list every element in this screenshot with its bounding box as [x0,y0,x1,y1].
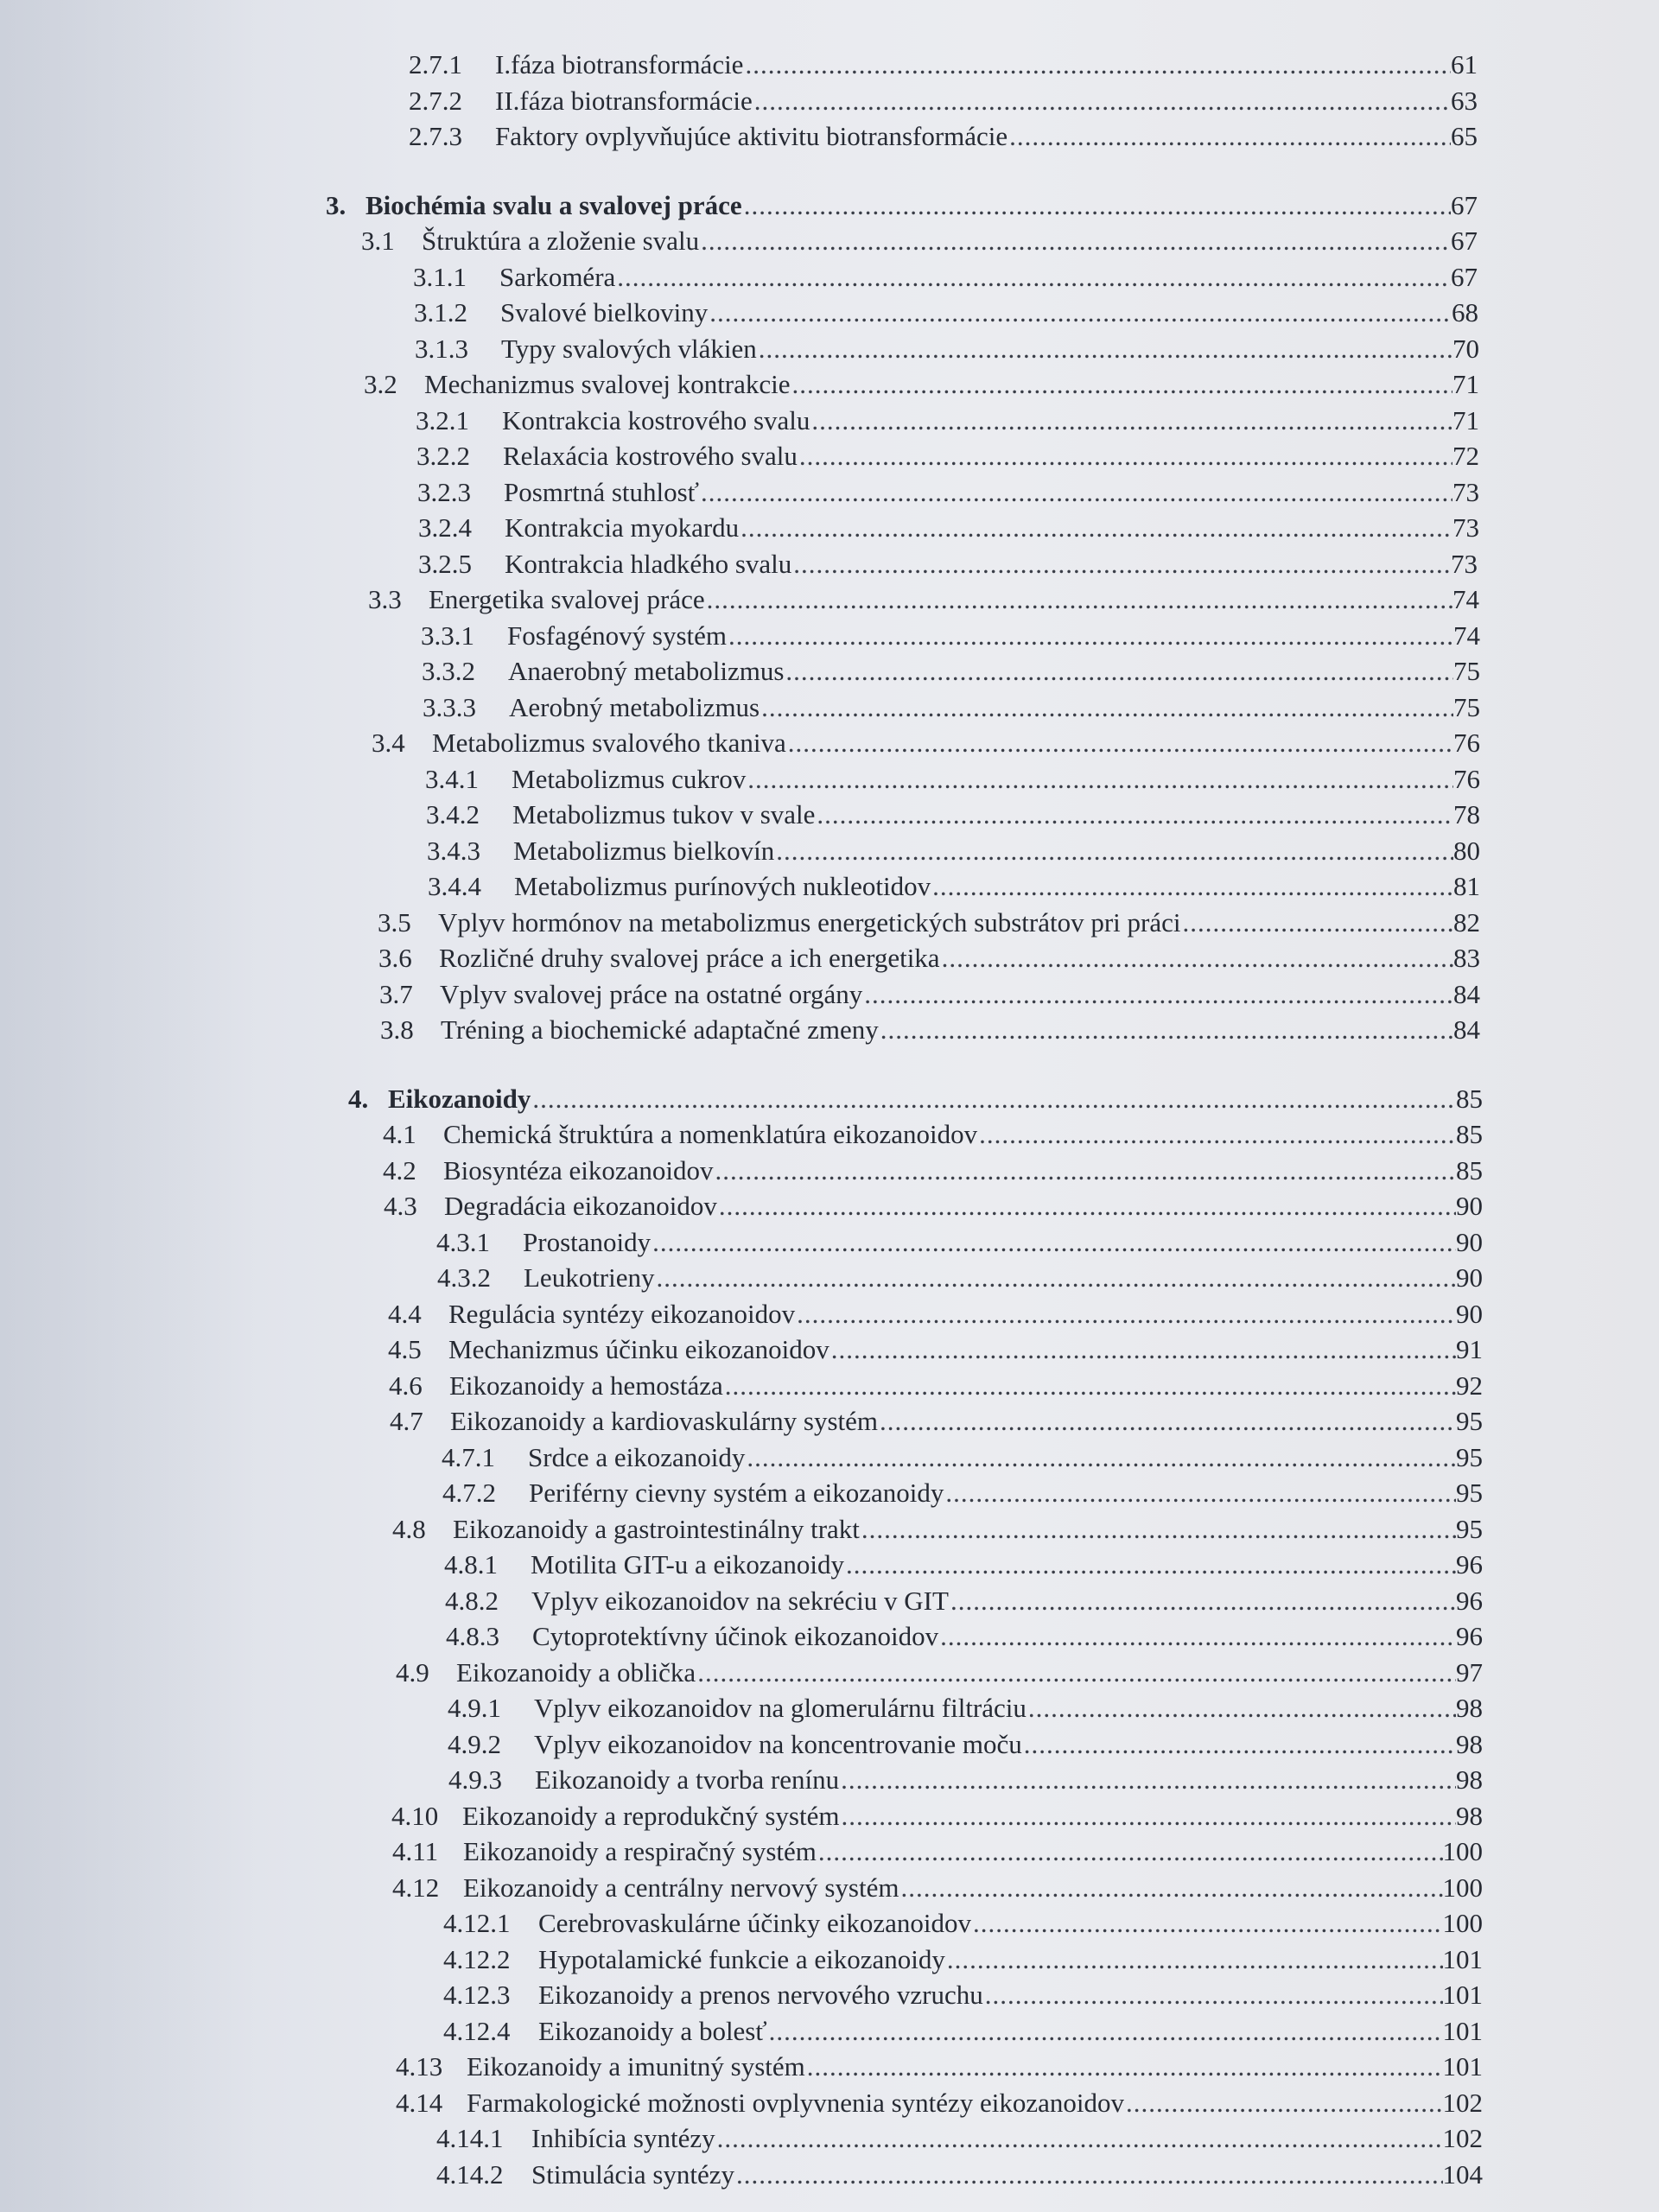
toc-title: Prostanoidy [523,1226,652,1257]
toc-title: Aerobný metabolizmus [509,691,760,722]
toc-title: Eikozanoidy a bolesť [538,2015,767,2046]
toc-title: Mechanizmus svalovej kontrakcie [424,369,791,399]
toc-number: 3.2.2 [416,441,470,471]
toc-leader [652,1224,1456,1261]
toc-chapter [0,188,1659,224]
toc-entry [0,1012,1659,1048]
toc-number: 4.4 [388,1298,422,1329]
toc-entry [0,1726,1659,1763]
toc-entry [0,1655,1659,1691]
toc-page: 101 [1442,2015,1483,2046]
toc-title: Rozličné druhy svalovej práce a ich energetika [439,943,940,973]
toc-page: 90 [1456,1298,1483,1329]
toc-number: 4.9.2 [448,1728,501,1759]
toc-page: 85 [1456,1083,1483,1114]
toc-title: Biochémia svalu a svalovej práce [365,189,742,220]
toc-leader [973,1905,1443,1942]
toc-number: 3.2.5 [418,548,472,579]
toc-number: 4.9 [396,1656,429,1688]
toc-leader [932,868,1453,905]
toc-number: 4.3.2 [437,1262,491,1293]
toc-leader [841,1762,1456,1798]
toc-page: 101 [1442,2051,1483,2082]
toc-entry [0,940,1659,976]
toc-entry [0,1834,1659,1870]
toc-entry [0,868,1659,905]
toc-leader [754,83,1451,119]
toc-leader [1126,2085,1442,2121]
toc-page: 95 [1456,1513,1483,1544]
toc-leader [744,188,1451,224]
toc-leader [831,1332,1456,1368]
toc-page: 101 [1442,1980,1483,2010]
toc-number: 4.11 [392,1836,439,1866]
toc-page: 80 [1453,835,1480,866]
toc-page: 98 [1456,1693,1483,1723]
toc-title: Posmrtná stuhlosť [504,476,699,507]
toc-number: 4.7.2 [442,1478,496,1508]
toc-entry [0,1690,1659,1726]
toc-entry [0,1798,1659,1834]
toc-page: 76 [1453,763,1480,794]
toc-page: 67 [1451,261,1478,292]
toc-number: 4.8 [392,1513,426,1544]
toc-leader [769,2013,1443,2050]
toc-title: Eikozanoidy a reprodukčný systém [462,1800,840,1831]
toc-number: 4.12.3 [443,1980,511,2010]
toc-number: 4.12.4 [443,2015,511,2046]
toc-page: 92 [1456,1370,1483,1401]
toc-entry [0,833,1659,869]
table-of-contents [0,47,1659,2192]
toc-leader [942,940,1453,976]
toc-leader [785,653,1453,690]
toc-leader [761,690,1453,726]
toc-leader [725,1368,1456,1404]
toc-page: 100 [1442,1836,1483,1866]
toc-title: Srdce a eikozanoidy [528,1441,746,1472]
toc-page: 90 [1456,1262,1483,1293]
toc-leader [701,474,1452,511]
toc-entry [0,905,1659,941]
toc-entry [0,259,1659,296]
toc-page: 71 [1452,404,1479,435]
toc-title: Cerebrovaskulárne účinky eikozanoidov [538,1908,971,1938]
toc-page: 63 [1451,85,1478,116]
toc-leader [950,1583,1456,1619]
toc-leader [736,2157,1442,2193]
toc-title: Štruktúra a zloženie svalu [422,226,700,256]
toc-chapter [0,1081,1659,1117]
toc-number: 3.3.3 [423,691,476,722]
toc-title: Metabolizmus purínových nukleotidov [514,871,931,901]
toc-leader [657,1260,1456,1296]
toc-number: 4.12.2 [443,1943,511,1974]
toc-leader [807,2049,1443,2085]
toc-leader [979,1116,1456,1153]
toc-leader [709,295,1452,331]
toc-page: 95 [1456,1406,1483,1436]
toc-page: 102 [1442,2087,1483,2118]
toc-title: Stimulácia syntézy [531,2158,735,2190]
toc-leader [793,546,1451,582]
toc-number: 3.4.1 [425,763,479,794]
toc-number: 3.7 [379,978,413,1009]
toc-title: Faktory ovplyvňujúce aktivitu biotransformácie [495,121,1008,151]
toc-page: 98 [1456,1800,1483,1831]
toc-leader [1009,118,1451,155]
toc-title: Svalové bielkoviny [500,297,709,327]
toc-title: II.fáza biotransformácie [495,85,753,116]
toc-leader [776,833,1453,869]
toc-page: 65 [1451,121,1478,151]
toc-leader [818,1834,1443,1870]
toc-page: 71 [1452,369,1479,399]
toc-entry [0,1942,1659,1978]
toc-page: 84 [1453,978,1480,1009]
toc-number: 3.3.1 [421,620,474,651]
toc-leader [880,1403,1456,1440]
toc-leader [846,1547,1456,1583]
toc-entry [0,2013,1659,2050]
toc-leader [745,47,1451,83]
toc-title: Metabolizmus svalového tkaniva [432,728,786,758]
toc-number: 3.2.1 [416,404,469,435]
toc-entry [0,474,1659,511]
toc-leader [532,1081,1456,1117]
toc-title: Anaerobný metabolizmus [508,656,785,686]
toc-entry [0,2049,1659,2085]
toc-page: 73 [1452,512,1479,543]
toc-title: Vplyv eikozanoidov na glomerulárnu filtráciu [534,1693,1027,1723]
toc-number: 3.1.3 [415,333,468,364]
toc-entry [0,403,1659,439]
toc-page: 85 [1456,1154,1483,1185]
toc-title: Eikozanoidy a gastrointestinálny trakt [453,1513,860,1544]
toc-page: 76 [1453,728,1480,758]
toc-page: 96 [1456,1621,1483,1651]
toc-title: Eikozanoidy a imunitný systém [467,2051,805,2082]
toc-leader [728,618,1453,654]
toc-entry [0,797,1659,833]
toc-page: 90 [1456,1191,1483,1221]
toc-entry [0,582,1659,618]
toc-leader [861,1511,1456,1548]
toc-number: 3. [326,189,346,220]
toc-number: 3.5 [378,906,411,938]
toc-page: 101 [1442,1943,1483,1974]
toc-number: 4.2 [383,1154,416,1185]
toc-entry [0,438,1659,474]
toc-page: 100 [1442,1908,1483,1938]
toc-title: Eikozanoidy a respiračný systém [463,1836,817,1866]
toc-title: I.fáza biotransformácie [495,49,744,79]
toc-page: 82 [1453,906,1480,938]
toc-title: Vplyv eikozanoidov na koncentrovanie moču [534,1728,1022,1759]
toc-number: 4.13 [396,2051,443,2082]
toc-page: 67 [1451,226,1478,256]
toc-number: 4.14.2 [436,2158,504,2190]
toc-leader [864,976,1453,1013]
toc-number: 4. [348,1083,369,1114]
toc-number: 3.6 [378,943,412,973]
toc-entry [0,1762,1659,1798]
toc-number: 3.4.4 [428,871,481,901]
toc-number: 3.1.2 [414,297,467,327]
toc-entry [0,1188,1659,1224]
toc-leader [617,259,1451,296]
toc-entry [0,1116,1659,1153]
toc-title: Leukotrieny [524,1262,655,1293]
toc-leader [707,582,1452,618]
toc-leader [797,1296,1456,1332]
toc-entry [0,366,1659,403]
toc-entry [0,1153,1659,1189]
toc-title: Vplyv eikozanoidov na sekréciu v GIT [531,1585,949,1616]
toc-entry [0,2157,1659,2193]
toc-number: 4.5 [388,1334,422,1364]
toc-title: Degradácia eikozanoidov [444,1191,717,1221]
toc-page: 95 [1456,1478,1483,1508]
toc-leader [1028,1690,1456,1726]
toc-entry [0,118,1659,155]
toc-page: 75 [1453,691,1480,722]
toc-title: Metabolizmus tukov v svale [512,799,816,830]
toc-entry [0,83,1659,119]
toc-number: 4.7.1 [442,1441,495,1472]
toc-number: 3.2.3 [417,476,471,507]
toc-number: 3.3.2 [422,656,475,686]
toc-leader [1024,1726,1456,1763]
toc-page: 85 [1456,1119,1483,1149]
toc-title: Relaxácia kostrového svalu [503,441,798,471]
toc-page: 96 [1456,1549,1483,1580]
toc-page: 72 [1452,441,1479,471]
toc-page: 73 [1452,476,1479,507]
toc-entry [0,295,1659,331]
toc-number: 4.14 [396,2087,443,2118]
toc-number: 3.8 [380,1014,414,1045]
toc-entry [0,1224,1659,1261]
toc-number: 4.8.3 [446,1621,499,1651]
toc-number: 3.1 [361,226,395,256]
toc-page: 91 [1456,1334,1483,1364]
toc-entry [0,1475,1659,1511]
toc-leader [940,1618,1456,1655]
toc-number: 3.4.3 [427,835,480,866]
toc-title: Sarkoméra [499,261,616,292]
toc-number: 4.12 [392,1872,440,1903]
toc-entry [0,223,1659,259]
toc-number: 4.9.3 [448,1764,502,1795]
toc-page: 104 [1442,2158,1483,2190]
toc-leader [947,1942,1443,1978]
toc-number: 2.7.1 [409,49,462,79]
toc-title: Kontrakcia myokardu [505,512,740,543]
toc-title: Vplyv hormónov na metabolizmus energetických substrátov pri práci [438,906,1181,938]
toc-title: Eikozanoidy a centrálny nervový systém [463,1872,899,1903]
toc-leader [817,797,1453,833]
toc-number: 2.7.3 [409,121,462,151]
toc-leader [811,403,1452,439]
toc-page: 81 [1453,871,1480,901]
toc-title: Farmakologické možnosti ovplyvnenia syntézy eikozanoidov [467,2087,1125,2118]
toc-page: 95 [1456,1441,1483,1472]
toc-entry [0,1870,1659,1906]
toc-number: 4.7 [390,1406,423,1436]
toc-entry [0,1618,1659,1655]
toc-number: 3.3 [368,584,402,614]
toc-leader [880,1012,1453,1048]
toc-entry [0,2120,1659,2157]
toc-number: 4.12.1 [443,1908,511,1938]
toc-entry [0,1547,1659,1583]
toc-number: 4.3 [384,1191,417,1221]
toc-leader [799,438,1452,474]
toc-leader [985,1977,1443,2013]
toc-leader [945,1475,1456,1511]
toc-entry [0,761,1659,798]
toc-entry [0,1583,1659,1619]
toc-title: Hypotalamické funkcie a eikozanoidy [538,1943,945,1974]
toc-title: Eikozanoidy a prenos nervového vzruchu [538,1980,983,2010]
toc-number: 4.3.1 [436,1226,490,1257]
toc-page: 67 [1451,189,1478,220]
toc-leader [1182,905,1453,941]
toc-page: 75 [1453,656,1480,686]
toc-title: Periférny cievny systém a eikozanoidy [529,1478,944,1508]
toc-title: Cytoprotektívny účinok eikozanoidov [532,1621,939,1651]
toc-page: 68 [1452,297,1478,327]
toc-number: 4.6 [389,1370,423,1401]
toc-title: Metabolizmus bielkovín [513,835,775,866]
toc-number: 3.2.4 [418,512,472,543]
toc-number: 4.1 [383,1119,416,1149]
toc-title: Metabolizmus cukrov [512,763,747,794]
toc-leader [841,1798,1456,1834]
toc-leader [697,1655,1456,1691]
toc-page: 84 [1453,1014,1480,1045]
toc-title: Eikozanoidy a tvorba renínu [535,1764,840,1795]
toc-title: Eikozanoidy a oblička [456,1656,696,1688]
toc-entry [0,331,1659,367]
toc-entry [0,1296,1659,1332]
toc-page: 100 [1442,1872,1483,1903]
toc-entry [0,1905,1659,1942]
toc-entry [0,1403,1659,1440]
toc-title: Biosyntéza eikozanoidov [443,1154,714,1185]
toc-title: Vplyv svalovej práce na ostatné orgány [440,978,863,1009]
toc-entry [0,47,1659,83]
toc-leader [747,1440,1456,1476]
toc-number: 4.9.1 [448,1693,501,1723]
toc-page: 78 [1453,799,1480,830]
toc-title: Kontrakcia kostrového svalu [502,404,810,435]
toc-title: Typy svalových vlákien [501,333,757,364]
toc-title: Motilita GIT-u a eikozanoidy [531,1549,845,1580]
toc-title: Regulácia syntézy eikozanoidov [448,1298,796,1329]
toc-leader [717,2120,1443,2157]
toc-title: Energetika svalovej práce [429,584,705,614]
toc-entry [0,690,1659,726]
toc-page: 98 [1456,1764,1483,1795]
toc-page: 102 [1442,2123,1483,2153]
toc-title: Fosfagénový systém [507,620,728,651]
toc-number: 3.4.2 [426,799,480,830]
toc-number: 2.7.2 [409,85,462,116]
toc-entry [0,546,1659,582]
toc-page: 74 [1452,584,1479,614]
toc-number: 3.2 [364,369,397,399]
toc-title: Mechanizmus účinku eikozanoidov [448,1334,830,1364]
toc-number: 4.14.1 [436,2123,504,2153]
toc-leader [747,761,1453,798]
toc-leader [788,725,1453,761]
toc-page: 90 [1456,1226,1483,1257]
toc-number: 4.8.1 [444,1549,498,1580]
toc-leader [719,1188,1456,1224]
toc-leader [792,366,1452,403]
toc-title: Eikozanoidy [388,1083,531,1114]
toc-page: 70 [1452,333,1479,364]
toc-number: 3.1.1 [413,261,467,292]
toc-entry [0,1332,1659,1368]
toc-entry [0,725,1659,761]
toc-entry [0,653,1659,690]
toc-entry [0,618,1659,654]
toc-entry [0,510,1659,546]
toc-title: Eikozanoidy a kardiovaskulárny systém [450,1406,879,1436]
toc-leader [900,1870,1442,1906]
toc-leader [741,510,1452,546]
toc-page: 74 [1453,620,1480,651]
toc-page: 97 [1456,1656,1483,1688]
toc-title: Inhibícia syntézy [531,2123,715,2153]
toc-page: 83 [1453,943,1480,973]
toc-number: 4.8.2 [445,1585,499,1616]
toc-number: 4.10 [391,1800,439,1831]
toc-leader [701,223,1451,259]
toc-entry [0,1511,1659,1548]
toc-title: Tréning a biochemické adaptačné zmeny [441,1014,879,1045]
toc-leader [759,331,1452,367]
toc-entry [0,1368,1659,1404]
toc-entry [0,976,1659,1013]
toc-page: 73 [1451,548,1478,579]
toc-title: Kontrakcia hladkého svalu [505,548,792,579]
toc-leader [715,1153,1457,1189]
toc-entry [0,2085,1659,2121]
toc-number: 3.4 [372,728,405,758]
toc-entry [0,1260,1659,1296]
toc-entry [0,1977,1659,2013]
toc-title: Chemická štruktúra a nomenklatúra eikozanoidov [443,1119,978,1149]
toc-page: 96 [1456,1585,1483,1616]
toc-entry [0,1440,1659,1476]
toc-title: Eikozanoidy a hemostáza [449,1370,723,1401]
toc-page: 61 [1451,49,1478,79]
toc-page: 98 [1456,1728,1483,1759]
